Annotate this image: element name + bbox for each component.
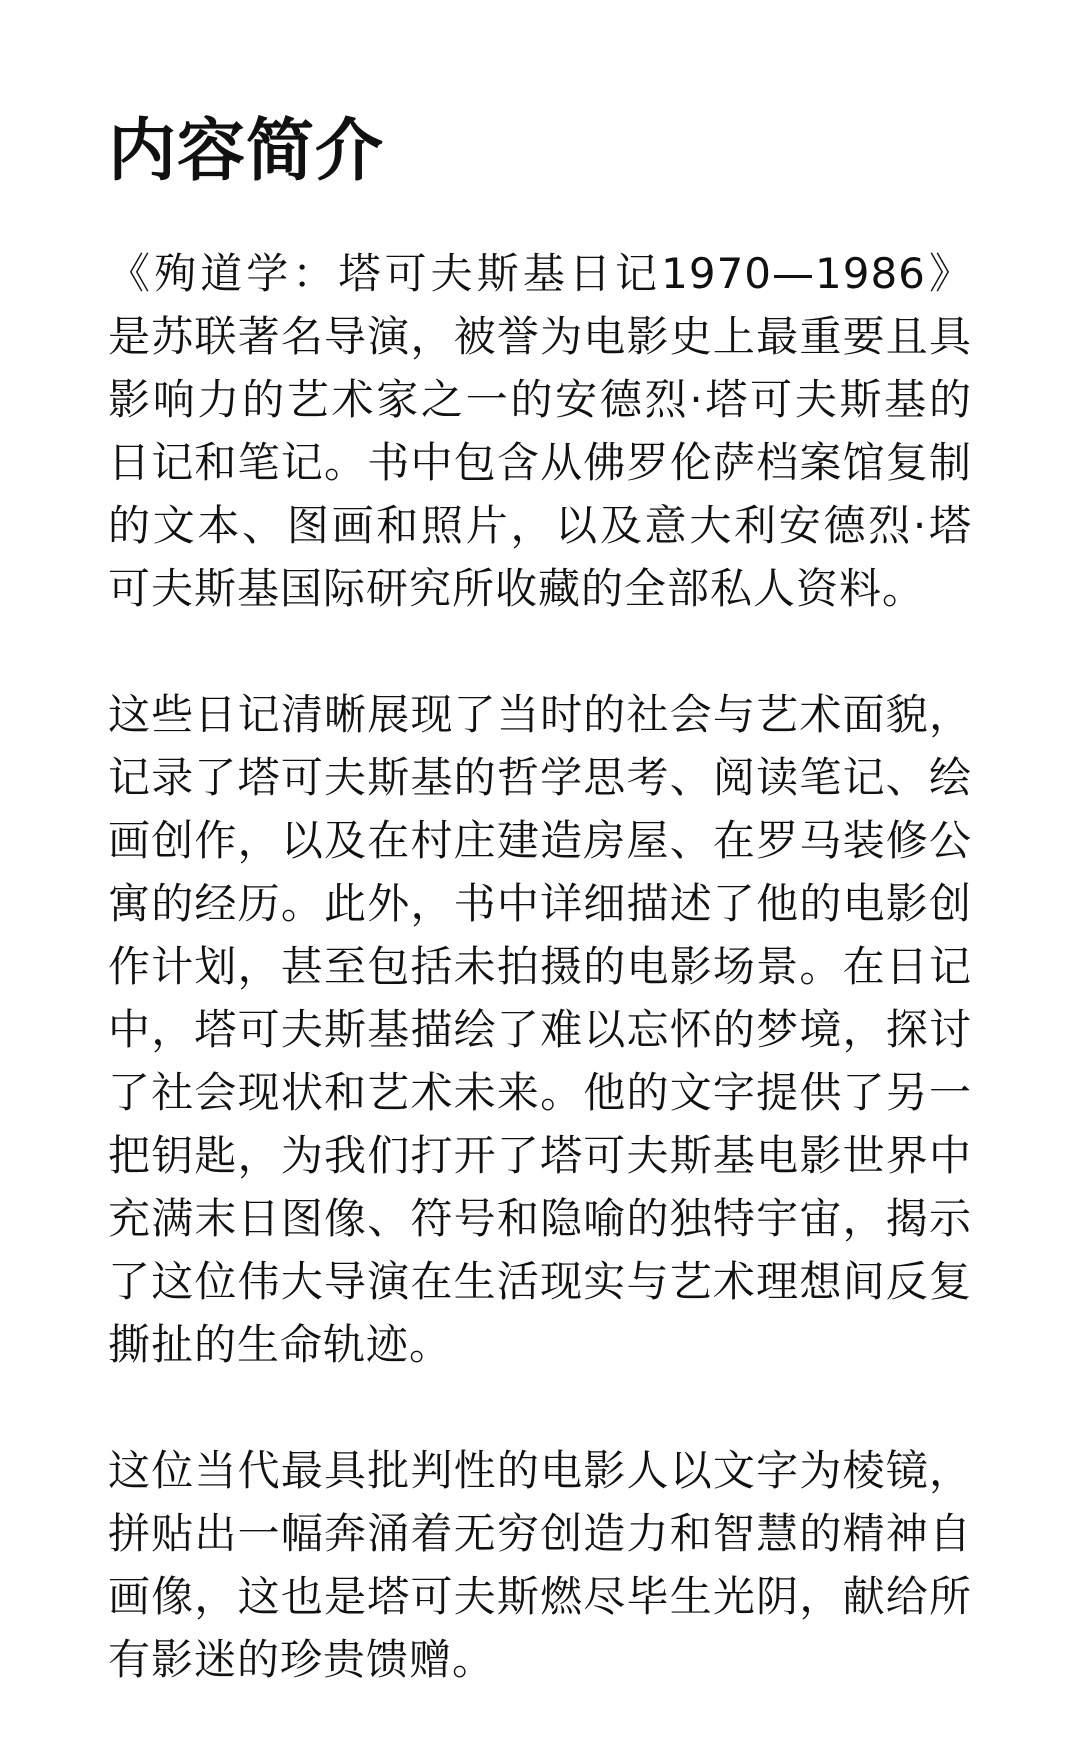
intro-paragraph-3: 这位当代最具批判性的电影人以文字为棱镜，拼贴出一幅奔涌着无穷创造力和智慧的精神自画像，这也是塔可夫斯燃尽毕生光阴，献给所有影迷的珍贵馈赠。	[108, 1446, 972, 1684]
page-title: 内容简介	[108, 112, 385, 191]
intro-paragraph-2: 这些日记清晰展现了当时的社会与艺术面貌，记录了塔可夫斯基的哲学思考、阅读笔记、绘画创作，以及在村庄建造房屋、在罗马装修公寓的经历。此外，书中详细描述了他的电影创作计划，甚至包括未拍摄的电影场景。在日记中，塔可夫斯基描绘了难以忘怀的梦境，探讨了社会现状和艺术未来。他的文字提供了另一把钥匙，为我们打开了塔可夫斯基电影世界中充满末日图像、符号和隐喻的独特宇宙，揭示了这位伟大导演在生活现实与艺术理想间反复撕扯的生命轨迹。	[108, 690, 972, 1369]
book-description	[108, 92, 972, 1691]
intro-paragraph-1: 《殉道学：塔可夫斯基日记1970—1986》是苏联著名导演，被誉为电影史上最重要且具影响力的艺术家之一的安德烈·塔可夫斯基的日记和笔记。书中包含从佛罗伦萨档案馆复制的文本、图画和照片，以及意大利安德烈·塔可夫斯基国际研究所收藏的全部私人资料。	[108, 249, 972, 613]
